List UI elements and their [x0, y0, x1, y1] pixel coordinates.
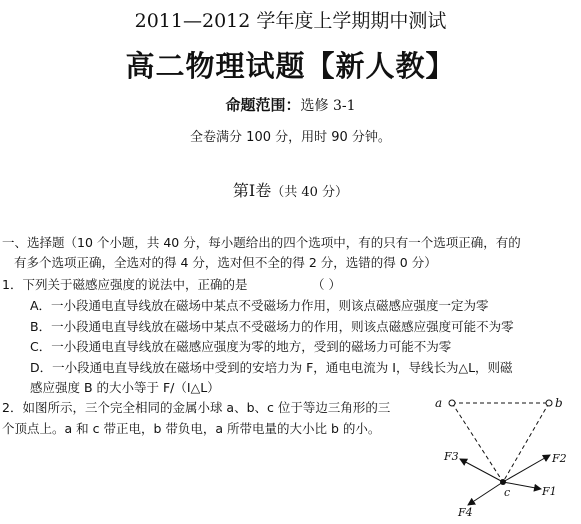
label-a: a: [435, 396, 443, 410]
question-2-stem-line1: 2．如图所示，三个完全相同的金属小球 a、b、c 位于等边三角形的三: [2, 400, 391, 415]
section-instructions-line2: 有多个选项正确，全选对的得 4 分，选对但不全的得 2 分，选错的得 0 分）: [14, 255, 437, 270]
question-1-option-d-line2: 感应强度 B 的大小等于 F/（I△L）: [30, 380, 220, 395]
question-1-option-a: A．一小段通电直导线放在磁场中某点不受磁场力作用，则该点磁感应强度一定为零: [30, 298, 489, 313]
scope-value: 选修 3-1: [300, 98, 356, 114]
ball-a: [449, 400, 455, 406]
force-arrow-f2: [503, 455, 550, 482]
ball-b: [546, 400, 552, 406]
force-arrow-f3: [460, 459, 503, 482]
exam-scope: [0, 94, 581, 115]
section-instructions-line1: 一、选择题（10 个小题，共 40 分，每小题给出的四个选项中，有的只有一个选项正确，有的: [2, 235, 521, 250]
triangle-side-bc: [503, 403, 549, 482]
question-1-option-c: C．一小段通电直导线放在磁感应强度为零的地方，受到的磁场力可能不为零: [30, 339, 452, 354]
triangle-force-diagram: [432, 392, 581, 524]
label-f1: F1: [542, 485, 557, 498]
scope-label: 命题范围：: [225, 96, 301, 114]
volume-heading: [0, 178, 581, 201]
triangle-side-ac: [452, 403, 503, 482]
volume-name: 第Ⅰ卷: [232, 181, 272, 200]
question-1-answer-blank: （ ）: [312, 277, 341, 292]
full-score-note: 全卷满分 100 分，用时 90 分钟。: [190, 130, 391, 145]
question-1-option-b: B．一小段通电直导线放在磁场中某点不受磁场力的作用，则该点磁感应强度可能不为零: [30, 319, 514, 334]
label-c: c: [504, 486, 511, 499]
question-1-stem: 1．下列关于磁感应强度的说法中，正确的是: [2, 277, 248, 292]
volume-score: （共 40 分）: [271, 185, 349, 200]
label-b: b: [555, 396, 563, 410]
label-f2: F2: [552, 452, 567, 465]
question-2-stem-line2: 个顶点上。a 和 c 带正电，b 带负电，a 所带电量的大小比 b 的小。: [2, 421, 381, 436]
label-f3: F3: [444, 450, 459, 463]
exam-title-year: 2011—2012 学年度上学期期中测试: [134, 10, 447, 32]
label-f4: F4: [458, 506, 473, 519]
exam-title-main: 高二物理试题【新人教】: [125, 49, 456, 83]
force-arrow-f4: [468, 482, 503, 505]
question-1-option-d-line1: D．一小段通电直导线放在磁场中受到的安培力为 F，通电电流为 I，导线长为△L，则磁: [30, 360, 513, 375]
